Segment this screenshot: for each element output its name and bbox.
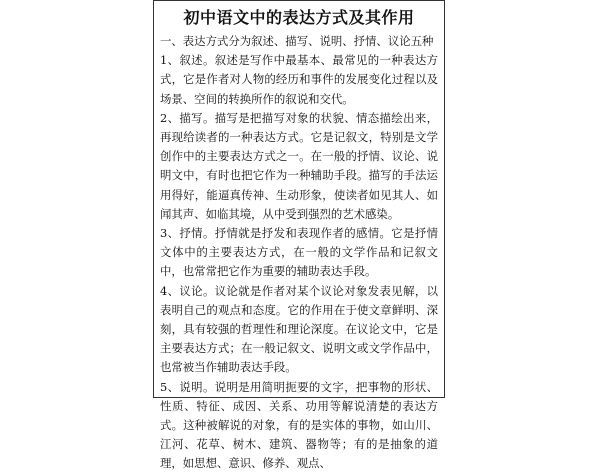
paragraph-argumentation: 4、议论。议论就是作者对某个议论对象发表见解，以表明自己的观点和态度。它的作用在于使文章鲜明、深刻，具有较强的哲理性和理论深度。在议论文中，它是主要表达方式；在一般记叙文、说明文或文学作品中，也常被当作辅助表达手段。 <box>160 283 438 375</box>
paragraph-description: 2、描写。描写是把描写对象的状貌、情态描绘出来，再现给读者的一种表达方式。它是记叙文，特别是文学创作中的主要表达方式之一。在一般的抒情、议论、说明文中，有时也把它作为一种辅助手段。描写的手法运用得好，能逼真传神、生动形象，使读者如见其人、如闻其声、如临其境，从中受到强烈的艺术感染。 <box>160 110 438 221</box>
paragraph-lyricism: 3、抒情。抒情就是抒发和表现作者的感情。它是抒情文体中的主要表达方式，在一般的文学作品和记叙文中，也常常把它作为重要的辅助表达手段。 <box>160 226 438 279</box>
paragraph-narration: 1、叙述。叙述是写作中最基本、最常见的一种表达方式，它是作者对人物的经历和事件的发展变化过程以及场景、空间的转换所作的叙说和交代。 <box>160 53 438 106</box>
document-page <box>153 0 445 471</box>
paragraph-intro: 一、表达方式分为叙述、描写、说明、抒情、议论五种 <box>160 34 434 48</box>
paragraph-exposition: 5、说明。说明是用简明扼要的文字，把事物的形状、性质、特征、成因、关系、功用等解说清楚的表达方式。这种被解说的对象，有的是实体的事物，如山川、江河、花草、树木、建筑、器物等；有的是抽象的道理，如思想、意识、修养、观点、 <box>160 379 438 471</box>
document-title: 初中语文中的表达方式及其作用 <box>183 8 415 27</box>
